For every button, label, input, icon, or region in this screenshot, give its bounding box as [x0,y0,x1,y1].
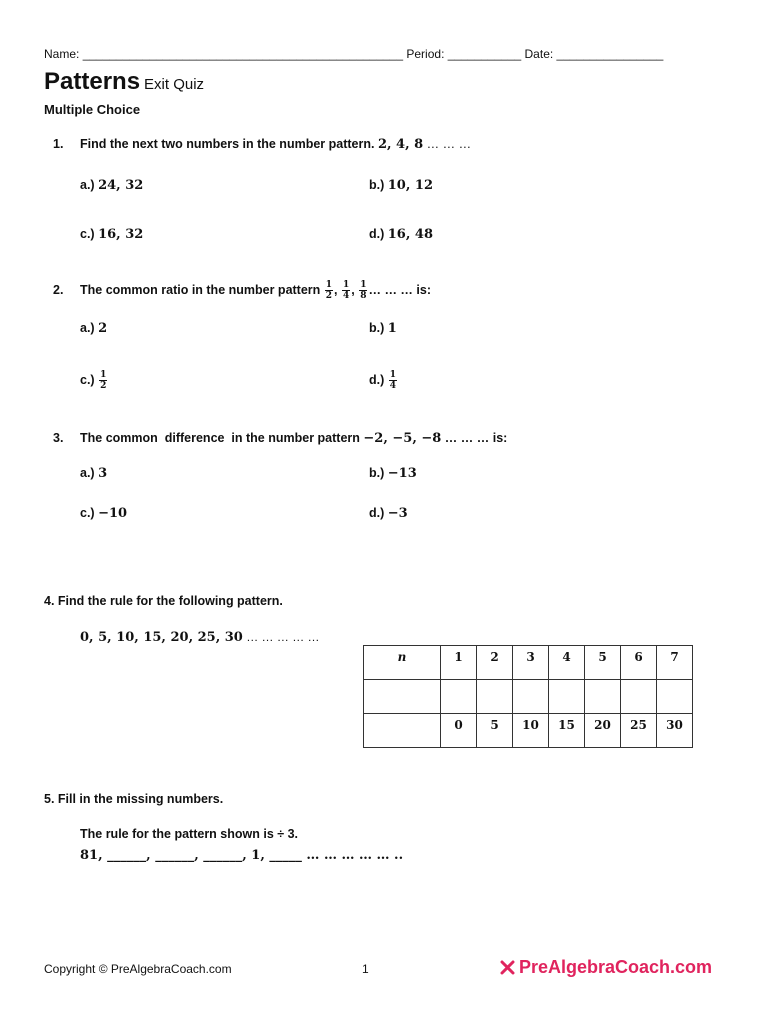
q5-label: 5. Fill in the missing numbers. [44,792,224,806]
pencil-ruler-icon [500,959,516,975]
q3-d-value: −3 [387,506,408,521]
table-cell: 4 [549,646,585,680]
q5-rule: The rule for the pattern shown is ÷ 3. [80,827,298,841]
table-cell-blank[interactable] [477,680,513,714]
date-blank[interactable]: ________________ [556,47,664,61]
table-cell: 25 [621,714,657,748]
table-cell-blank[interactable] [364,714,441,748]
table-cell-blank[interactable] [585,680,621,714]
table-cell: 30 [657,714,693,748]
q2-frac-2: $\frac{1}{4}$ [343,280,350,301]
q1-option-a[interactable]: a.) 24, 32 [80,178,144,193]
q1-c-value: 16, 32 [98,227,144,242]
q3-text [80,431,507,446]
q1-option-d[interactable]: d.) 16, 48 [369,227,433,242]
q2-number: 2. [53,283,64,297]
table-cell: 7 [657,646,693,680]
q1-text [80,137,471,152]
period-label: Period: [406,47,445,61]
q3-prompt: The common difference in the number pattern [80,431,360,445]
table-cell-blank[interactable] [621,680,657,714]
table-cell: 5 [477,714,513,748]
table-row [364,646,693,680]
q1-dots: … … … [423,137,472,151]
table-cell-blank[interactable] [441,680,477,714]
table-row [364,680,693,714]
q4-sequence: 0, 5, 10, 15, 20, 25, 30 [80,630,243,645]
title-sub: Exit Quiz [144,76,205,93]
q2-option-b[interactable]: b.) 1 [369,321,397,336]
table-row [364,714,693,748]
q2-frac-3: $\frac{1}{8}$ [360,280,367,301]
q2-tail: … … … is: [368,282,431,297]
table-cell: 3 [513,646,549,680]
q3-number: 3. [53,431,64,445]
q2-text: The common ratio in the number pattern $\frac{1}{2}$ , $\frac{1}{4}$ , $\frac{1}{8}$ … … … is: [80,280,431,301]
footer-copyright: Copyright © PreAlgebraCoach.com [44,962,232,976]
q3-option-c[interactable]: c.) −10 [80,506,128,521]
q3-option-d[interactable]: d.) −3 [369,506,408,521]
table-cell-blank[interactable] [364,680,441,714]
q2-prompt: The common ratio in the number pattern [80,282,321,297]
q4-sequence-line [80,628,320,646]
q3-tail: … … … is: [444,431,508,445]
q1-prompt: Find the next two numbers in the number pattern. [80,137,375,151]
table-cell: 2 [477,646,513,680]
brand-logo [500,957,712,978]
q1-number: 1. [53,137,64,151]
q1-d-value: 16, 48 [387,227,433,242]
table-cell: 5 [585,646,621,680]
name-blank[interactable]: ________________________________________________ [82,47,404,61]
table-cell: 20 [585,714,621,748]
table-cell: 1 [441,646,477,680]
table-cell-blank[interactable] [657,680,693,714]
pattern-table [363,645,693,748]
table-cell: 6 [621,646,657,680]
period-blank[interactable]: ___________ [447,47,522,61]
q2-c-frac: $\frac{1}{2}$ [100,370,107,391]
q2-frac-1: $\frac{1}{2}$ [325,280,333,301]
q1-sequence: 2, 4, 8 [377,137,424,152]
page-number: 1 [362,962,369,976]
table-cell-blank[interactable] [513,680,549,714]
q5-sequence[interactable]: 81, ______, ______, ______, 1, _____ … … … … … .. [80,848,404,863]
name-label: Name: [44,47,80,61]
q3-sequence: −2, −5, −8 [363,431,442,446]
q2-option-a[interactable]: a.) 2 [80,321,108,336]
logo-text: PreAlgebraCoach.com [519,957,713,977]
q3-option-b[interactable]: b.) −13 [369,466,417,481]
q1-option-b[interactable]: b.) 10, 12 [369,178,433,193]
q1-a-value: 24, 32 [98,178,144,193]
table-cell-blank[interactable] [549,680,585,714]
q3-b-value: −13 [387,466,417,481]
q2-option-c[interactable]: c.) $\frac{1}{2}$ [80,370,107,391]
q2-option-d[interactable]: d.) $\frac{1}{4}$ [369,370,397,391]
section-subtitle: Multiple Choice [44,102,141,117]
q2-a-value: 2 [98,321,108,336]
q3-option-a[interactable]: a.) 3 [80,466,108,481]
q4-dots: … … … … … [242,630,320,644]
q2-d-frac: $\frac{1}{4}$ [389,370,397,391]
q4-label: 4. Find the rule for the following pattern. [44,594,283,608]
table-cell: 15 [549,714,585,748]
q1-b-value: 10, 12 [387,178,433,193]
q3-c-value: −10 [98,506,128,521]
page-title [44,68,204,96]
date-label: Date: [524,47,554,61]
q1-option-c[interactable]: c.) 16, 32 [80,227,144,242]
title-main: Patterns [44,68,141,95]
q3-a-value: 3 [98,466,108,481]
header-line [44,47,663,61]
q2-b-value: 1 [387,321,397,336]
table-cell: n [364,646,441,680]
table-cell: 10 [513,714,549,748]
table-cell: 0 [441,714,477,748]
